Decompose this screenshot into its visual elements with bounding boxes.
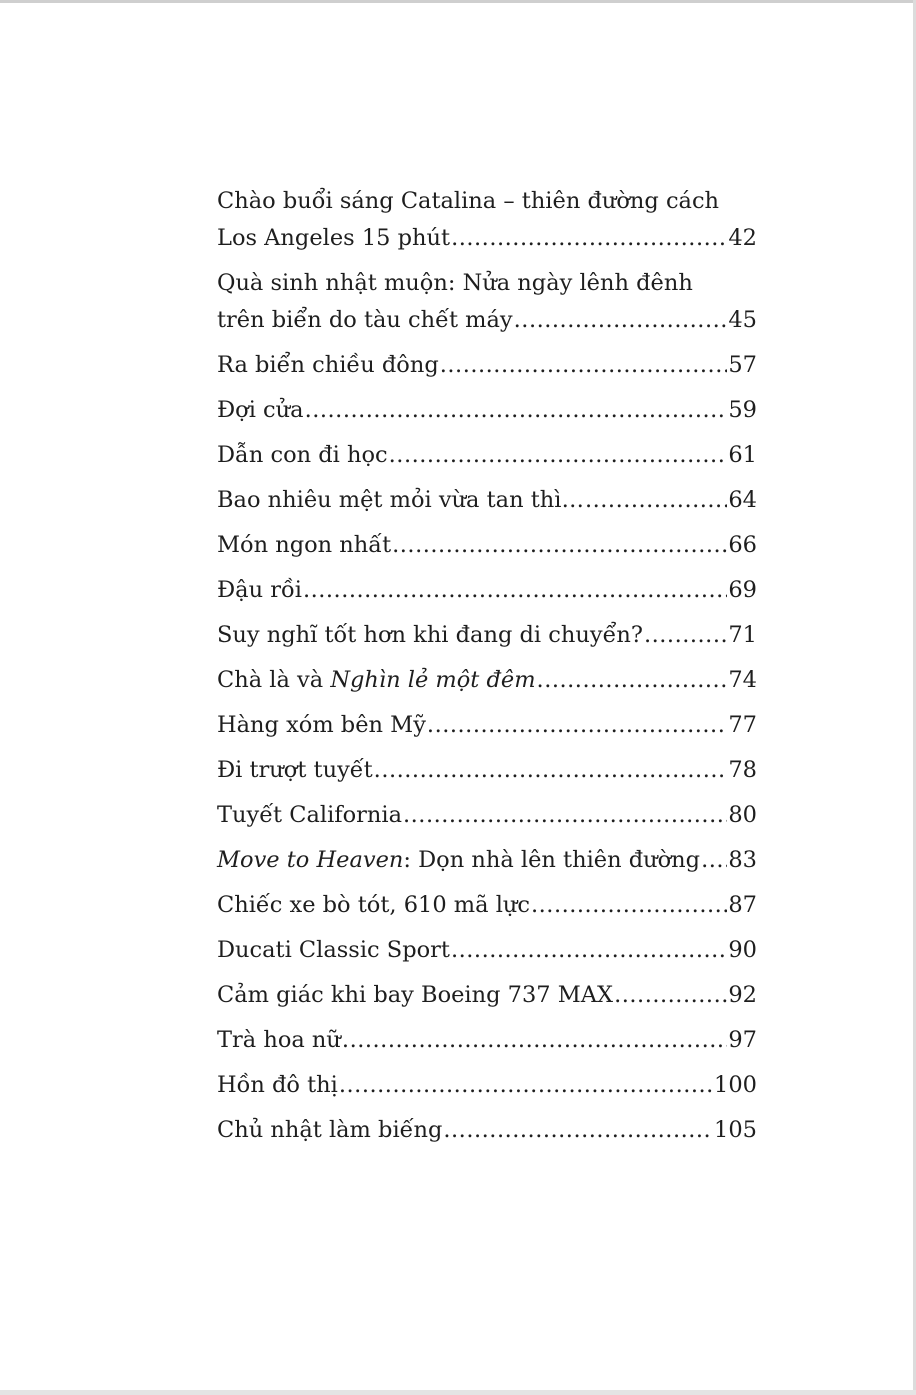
toc-entry[interactable] xyxy=(217,617,757,654)
toc-page-number: 87 xyxy=(728,892,757,918)
dot-leader xyxy=(514,302,728,339)
toc-page-number: 83 xyxy=(728,847,757,873)
toc-entry-title: trên biển do tàu chết máy xyxy=(217,307,513,333)
toc-page-number: 90 xyxy=(728,937,757,963)
toc-page-number: 42 xyxy=(728,225,757,251)
dot-leader xyxy=(403,797,727,834)
toc-entry[interactable] xyxy=(217,797,757,834)
toc-entry[interactable] xyxy=(217,752,757,789)
toc-entry[interactable] xyxy=(217,392,757,429)
dot-leader xyxy=(440,347,728,384)
toc-entry[interactable] xyxy=(217,662,757,699)
page-edge-bottom xyxy=(0,1390,916,1395)
toc-entry[interactable] xyxy=(217,977,757,1014)
toc-entry[interactable] xyxy=(217,842,757,879)
dot-leader xyxy=(305,392,728,429)
toc-page-number: 77 xyxy=(728,712,757,738)
toc-page-number: 78 xyxy=(728,757,757,783)
toc-page-number: 61 xyxy=(728,442,757,468)
toc-entry-title: Chiếc xe bò tót, 610 mã lực xyxy=(217,892,530,918)
toc-page-number: 66 xyxy=(728,532,757,558)
toc-entry[interactable] xyxy=(217,1067,757,1104)
toc-entry-title: Chủ nhật làm biếng xyxy=(217,1117,443,1143)
toc-entry-title-line1: Quà sinh nhật muộn: Nửa ngày lênh đênh xyxy=(217,270,693,296)
toc-page-number: 64 xyxy=(728,487,757,513)
toc-entry-title: Đi trượt tuyết xyxy=(217,757,373,783)
toc-entry[interactable] xyxy=(217,347,757,384)
toc-page-number: 57 xyxy=(728,352,757,378)
dot-leader xyxy=(303,572,727,609)
toc-entry-title: Trà hoa nữ xyxy=(217,1027,341,1053)
dot-leader xyxy=(392,527,727,564)
dot-leader xyxy=(427,707,727,744)
toc-page-number: 100 xyxy=(714,1072,757,1098)
dot-leader xyxy=(374,752,728,789)
toc-entry[interactable] xyxy=(217,437,757,474)
toc-page-number: 71 xyxy=(728,622,757,648)
dot-leader xyxy=(537,662,728,699)
page-edge-top xyxy=(0,0,916,3)
toc-entry-title: Ra biển chiều đông xyxy=(217,352,439,378)
toc-entry[interactable] xyxy=(217,265,757,339)
toc-entry[interactable] xyxy=(217,482,757,519)
toc-entry[interactable] xyxy=(217,527,757,564)
toc-entry-title-line1: Chào buổi sáng Catalina – thiên đường cách xyxy=(217,188,720,214)
dot-leader xyxy=(451,932,727,969)
toc-page-number: 105 xyxy=(714,1117,757,1143)
toc-entry[interactable] xyxy=(217,572,757,609)
dot-leader xyxy=(614,977,727,1014)
toc-entry-title: Chà là và Nghìn lẻ một đêm xyxy=(217,667,536,693)
dot-leader xyxy=(389,437,728,474)
toc-entry-title: Đậu rồi xyxy=(217,577,302,603)
toc-page-number: 59 xyxy=(728,397,757,423)
toc-entry-title: Hồn đô thị xyxy=(217,1072,338,1098)
toc-page-number: 97 xyxy=(728,1027,757,1053)
table-of-contents xyxy=(217,183,757,1149)
toc-entry-title: Cảm giác khi bay Boeing 737 MAX xyxy=(217,982,614,1008)
toc-entry-title: Los Angeles 15 phút xyxy=(217,225,451,251)
toc-page-number: 80 xyxy=(728,802,757,828)
toc-page-number: 92 xyxy=(728,982,757,1008)
toc-entry[interactable] xyxy=(217,1112,757,1149)
dot-leader xyxy=(443,1112,713,1149)
dot-leader xyxy=(644,617,727,654)
toc-entry-title: Bao nhiêu mệt mỏi vừa tan thì… xyxy=(217,487,584,513)
dot-leader xyxy=(451,220,727,257)
toc-entry-title: Ducati Classic Sport xyxy=(217,937,450,963)
toc-entry-title: Hàng xóm bên Mỹ xyxy=(217,712,426,738)
dot-leader xyxy=(531,887,727,924)
toc-entry-title: Suy nghĩ tốt hơn khi đang di chuyển? xyxy=(217,622,643,648)
toc-entry[interactable] xyxy=(217,707,757,744)
toc-entry-title: Đợi cửa xyxy=(217,397,304,423)
toc-entry-title: Dẫn con đi học xyxy=(217,442,388,468)
toc-entry-title: Tuyết California xyxy=(217,802,402,828)
toc-page-number: 74 xyxy=(728,667,757,693)
toc-entry-title: Move to Heaven: Dọn nhà lên thiên đường xyxy=(217,847,701,873)
dot-leader xyxy=(701,842,727,879)
toc-entry[interactable] xyxy=(217,887,757,924)
toc-page-number: 45 xyxy=(728,307,757,333)
dot-leader xyxy=(585,482,727,519)
toc-entry[interactable] xyxy=(217,932,757,969)
dot-leader xyxy=(339,1067,713,1104)
dot-leader xyxy=(342,1022,727,1059)
toc-page-number: 69 xyxy=(728,577,757,603)
toc-entry-title: Món ngon nhất xyxy=(217,532,392,558)
toc-entry[interactable] xyxy=(217,183,757,257)
toc-entry[interactable] xyxy=(217,1022,757,1059)
